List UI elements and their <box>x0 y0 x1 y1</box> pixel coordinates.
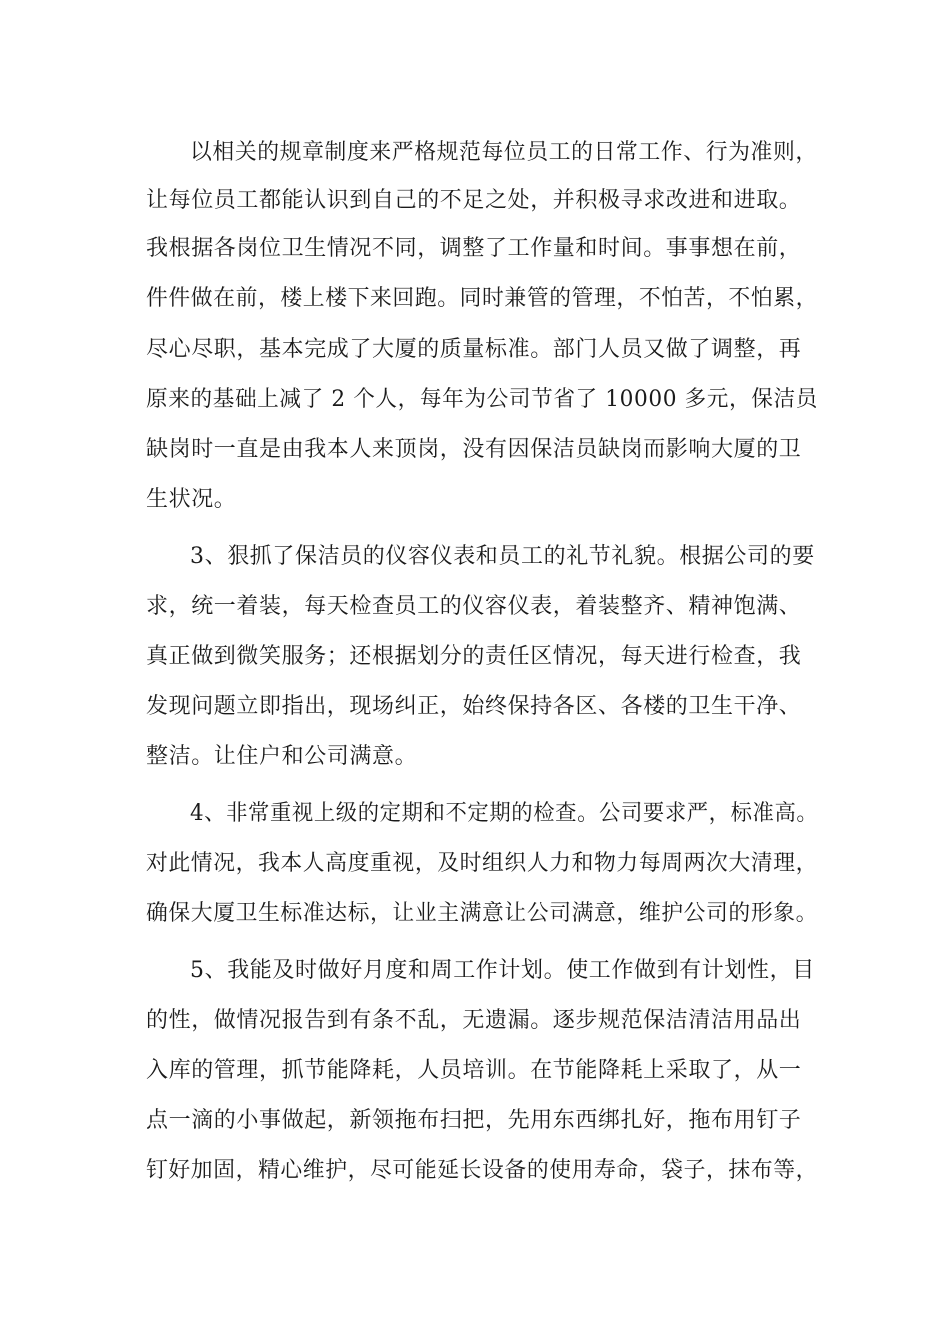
text-line: 尽心尽职，基本完成了大厦的质量标准。部门人员又做了调整，再 <box>146 337 802 362</box>
text-line: 件件做在前，楼上楼下来回跑。同时兼管的管理，不怕苦，不怕累， <box>146 286 819 311</box>
text-line: 生状况。 <box>146 487 237 512</box>
text-line: 发现问题立即指出，现场纠正，始终保持各区、各楼的卫生干净、 <box>146 694 802 719</box>
text-line: 点一滴的小事做起，新领拖布扫把，先用东西绑扎好，拖布用钉子 <box>146 1108 802 1133</box>
text-line: 入库的管理，抓节能降耗，人员培训。在节能降耗上采取了，从一 <box>146 1058 802 1083</box>
text-line: 整洁。让住户和公司满意。 <box>146 744 418 769</box>
text-line: 3、狠抓了保洁员的仪容仪表和员工的礼节礼貌。根据公司的要 <box>190 544 815 569</box>
text-line: 让每位员工都能认识到自己的不足之处，并积极寻求改进和进取。 <box>146 188 802 213</box>
text-line: 钉好加固，精心维护，尽可能延长设备的使用寿命，袋子，抹布等， <box>146 1158 819 1183</box>
text-line: 原来的基础上减了 2 个人，每年为公司节省了 10000 多元，保洁员 <box>146 387 818 412</box>
text-line: 4、非常重视上级的定期和不定期的检查。公司要求严，标准高。 <box>190 801 819 826</box>
text-line: 对此情况，我本人高度重视，及时组织人力和物力每周两次大清理， <box>146 851 819 876</box>
text-line: 的性，做情况报告到有条不乱，无遗漏。逐步规范保洁清洁用品出 <box>146 1008 802 1033</box>
text-line: 求，统一着装，每天检查员工的仪容仪表，着装整齐、精神饱满、 <box>146 594 802 619</box>
text-line: 5、我能及时做好月度和周工作计划。使工作做到有计划性，目 <box>190 958 815 983</box>
text-line: 真正做到微笑服务；还根据划分的责任区情况，每天进行检查，我 <box>146 644 802 669</box>
text-line: 确保大厦卫生标准达标，让业主满意让公司满意，维护公司的形象。 <box>146 901 819 926</box>
text-line: 以相关的规章制度来严格规范每位员工的日常工作、行为准则， <box>190 140 818 165</box>
text-line: 缺岗时一直是由我本人来顶岗，没有因保洁员缺岗而影响大厦的卫 <box>146 437 802 462</box>
text-line: 我根据各岗位卫生情况不同，调整了工作量和时间。事事想在前， <box>146 236 802 261</box>
